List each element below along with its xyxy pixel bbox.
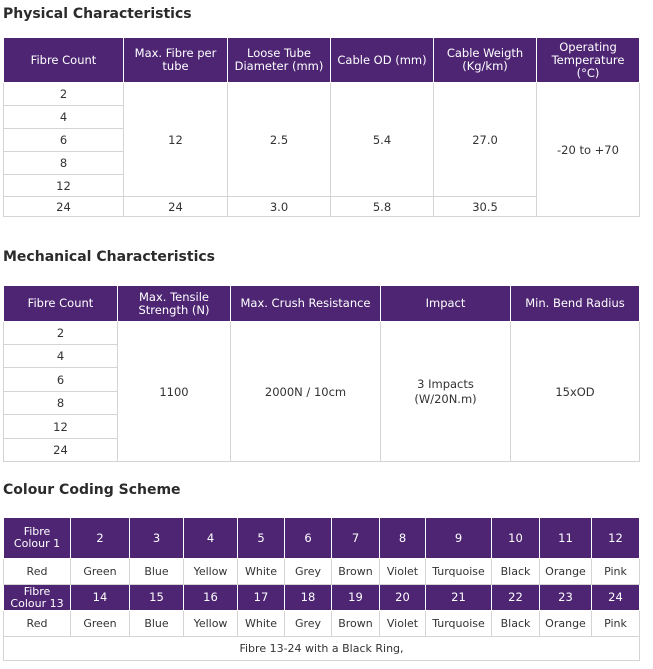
header-operating-temperature: Operating Temperature (°C) — [537, 38, 640, 83]
fibre-number-cell: 18 — [285, 585, 332, 611]
fibre-number-cell: 15 — [130, 585, 184, 611]
fibre-count-cell: 4 — [4, 106, 124, 129]
colour-name-cell: Turquoise — [426, 559, 492, 585]
fibre-number-cell: 3 — [130, 518, 184, 559]
colour-section-title: Colour Coding Scheme — [3, 482, 181, 498]
colour-name-cell: Blue — [130, 611, 184, 637]
cable-weight-cell: 27.0 — [434, 83, 537, 197]
header-impact: Impact — [381, 286, 511, 322]
fibre-number-cell: 6 — [285, 518, 332, 559]
colour-name-cell: White — [238, 611, 285, 637]
fibre-count-cell: 12 — [4, 175, 124, 197]
cable-od-cell: 5.4 — [331, 83, 434, 197]
colour-number-row-2 — [4, 585, 640, 611]
header-fibre-count: Fibre Count — [4, 38, 124, 83]
fibre-number-cell: 24 — [592, 585, 640, 611]
colour-name-cell: Grey — [285, 559, 332, 585]
fibre-number-cell: 23 — [540, 585, 592, 611]
cable-od-cell: 5.8 — [331, 197, 434, 217]
footnote-row — [4, 637, 640, 661]
colour-name-cell: Black — [492, 611, 540, 637]
physical-table — [3, 37, 640, 217]
physical-header-row — [4, 38, 640, 83]
header-cable-weight: Cable Weigth (Kg/km) — [434, 38, 537, 83]
tube-diameter-cell: 2.5 — [228, 83, 331, 197]
fibre-number-cell: 10 — [492, 518, 540, 559]
temperature-cell: -20 to +70 — [537, 83, 640, 217]
colour-name-cell: Yellow — [184, 611, 238, 637]
mechanical-header-row — [4, 286, 640, 322]
fibre-number-cell: 11 — [540, 518, 592, 559]
fibre-colour-13-label: Fibre Colour 13 — [4, 585, 71, 611]
colour-name-row-2 — [4, 611, 640, 637]
physical-section-title: Physical Characteristics — [3, 6, 192, 22]
colour-name-cell: Black — [492, 559, 540, 585]
fibre-count-cell: 4 — [4, 345, 118, 368]
cable-weight-cell: 30.5 — [434, 197, 537, 217]
colour-name-cell: Red — [4, 611, 71, 637]
fibre-number-cell: 2 — [71, 518, 130, 559]
max-fibre-cell: 24 — [124, 197, 228, 217]
colour-name-cell: Yellow — [184, 559, 238, 585]
colour-name-cell: Pink — [592, 559, 640, 585]
colour-name-cell: Red — [4, 559, 71, 585]
fibre-count-cell: 2 — [4, 83, 124, 106]
table-row — [4, 322, 640, 345]
colour-name-cell: Violet — [380, 559, 426, 585]
header-max-tensile-strength: Max. Tensile Strength (N) — [118, 286, 231, 322]
colour-name-cell: Violet — [380, 611, 426, 637]
fibre-number-cell: 17 — [238, 585, 285, 611]
max-fibre-cell: 12 — [124, 83, 228, 197]
fibre-count-cell: 8 — [4, 152, 124, 175]
crush-resistance-cell: 2000N / 10cm — [231, 322, 381, 462]
fibre-number-cell: 12 — [592, 518, 640, 559]
colour-name-cell: White — [238, 559, 285, 585]
impact-cell — [381, 322, 511, 462]
colour-number-row-1 — [4, 518, 640, 559]
colour-name-cell: Blue — [130, 559, 184, 585]
header-cable-od: Cable OD (mm) — [331, 38, 434, 83]
fibre-number-cell: 19 — [332, 585, 380, 611]
fibre-number-cell: 21 — [426, 585, 492, 611]
colour-coding-table — [3, 517, 640, 661]
fibre-number-cell: 14 — [71, 585, 130, 611]
fibre-number-cell: 16 — [184, 585, 238, 611]
fibre-count-cell: 12 — [4, 415, 118, 439]
tube-diameter-cell: 3.0 — [228, 197, 331, 217]
bend-radius-cell: 15xOD — [511, 322, 640, 462]
fibre-count-cell: 24 — [4, 197, 124, 217]
fibre-number-cell: 9 — [426, 518, 492, 559]
colour-name-cell: Turquoise — [426, 611, 492, 637]
table-row — [4, 83, 640, 106]
fibre-count-cell: 8 — [4, 392, 118, 415]
header-loose-tube-diameter: Loose Tube Diameter (mm) — [228, 38, 331, 83]
colour-name-cell: Brown — [332, 559, 380, 585]
tensile-strength-cell: 1100 — [118, 322, 231, 462]
colour-name-cell: Orange — [540, 611, 592, 637]
colour-name-cell: Green — [71, 611, 130, 637]
colour-name-row-1 — [4, 559, 640, 585]
fibre-count-cell: 6 — [4, 368, 118, 392]
fibre-number-cell: 8 — [380, 518, 426, 559]
fibre-number-cell: 22 — [492, 585, 540, 611]
fibre-count-cell: 6 — [4, 129, 124, 152]
fibre-number-cell: 7 — [332, 518, 380, 559]
colour-footnote: Fibre 13-24 with a Black Ring, — [4, 637, 640, 661]
fibre-number-cell: 20 — [380, 585, 426, 611]
fibre-colour-1-label: Fibre Colour 1 — [4, 518, 71, 559]
colour-name-cell: Green — [71, 559, 130, 585]
header-fibre-count: Fibre Count — [4, 286, 118, 322]
colour-name-cell: Grey — [285, 611, 332, 637]
fibre-count-cell: 2 — [4, 322, 118, 345]
fibre-number-cell: 4 — [184, 518, 238, 559]
fibre-count-cell: 24 — [4, 439, 118, 462]
colour-name-cell: Pink — [592, 611, 640, 637]
colour-name-cell: Brown — [332, 611, 380, 637]
mechanical-section-title: Mechanical Characteristics — [3, 249, 216, 265]
fibre-number-cell: 5 — [238, 518, 285, 559]
header-max-fibre-per-tube: Max. Fibre per tube — [124, 38, 228, 83]
colour-name-cell: Orange — [540, 559, 592, 585]
mechanical-table — [3, 285, 640, 462]
header-min-bend-radius: Min. Bend Radius — [511, 286, 640, 322]
impact-value: 3 Impacts (W/20N.m) — [414, 376, 477, 406]
header-max-crush-resistance: Max. Crush Resistance — [231, 286, 381, 322]
